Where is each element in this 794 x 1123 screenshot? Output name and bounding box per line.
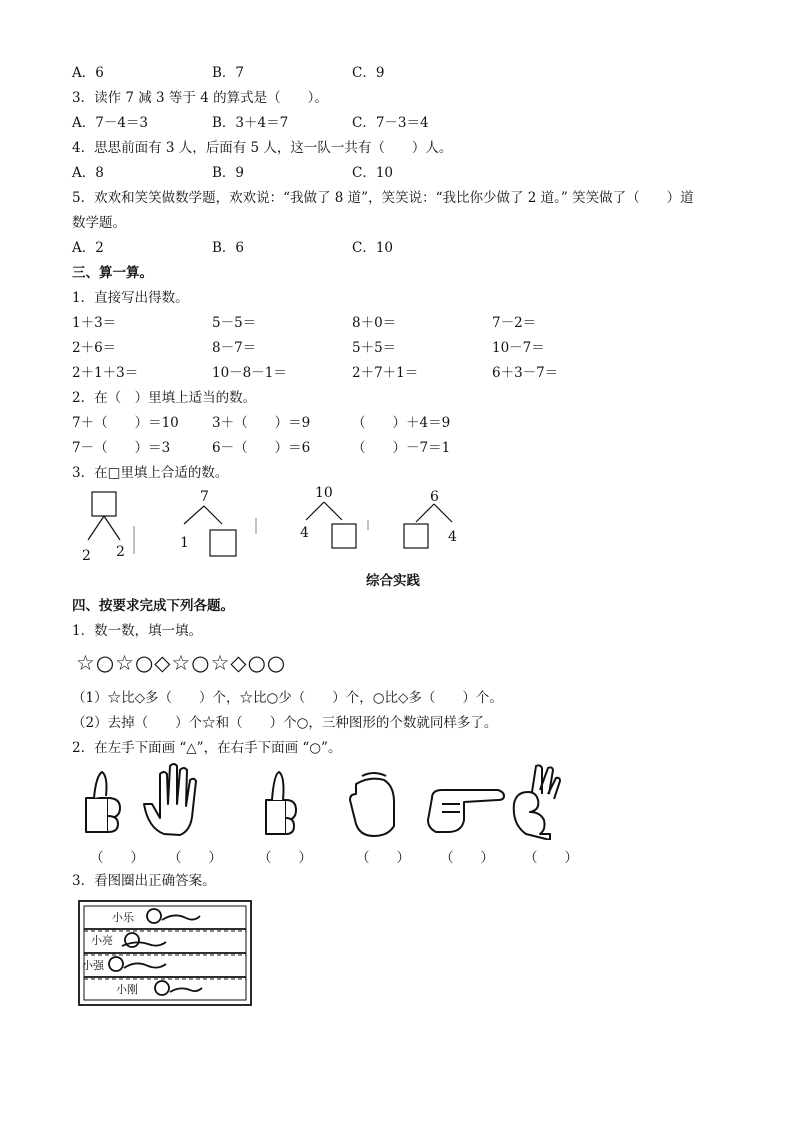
answer-bracket: （ ） <box>440 850 494 866</box>
ok-hand-icon <box>514 765 560 840</box>
swimming-race-figure <box>76 898 256 1010</box>
sec4-part2-prompt: 2．在左手下面画 “△”，在右手下面画 “○”。 <box>72 740 342 756</box>
thumbs-up-hand-icon <box>266 772 296 834</box>
tree4-right-number: 4 <box>448 529 457 545</box>
answer-bracket: （ ） <box>258 850 312 866</box>
sec3-part1-prompt: 1．直接写出得数。 <box>72 290 189 306</box>
q4-option-a: A．8 <box>72 165 104 181</box>
open-hand-icon <box>144 764 196 835</box>
q2-option-a: A．6 <box>72 65 104 81</box>
answer-box <box>92 492 116 516</box>
tree1-left-number: 2 <box>82 548 91 564</box>
calc-item: 5－5＝ <box>212 315 257 331</box>
swimmer-icon <box>109 957 166 971</box>
q4-option-b: B．9 <box>212 165 245 181</box>
answer-box <box>210 530 236 556</box>
calc-item: 10－7＝ <box>492 340 545 356</box>
section-4-title: 四、按要求完成下列各题。 <box>72 598 234 614</box>
calc-item: 7－2＝ <box>492 315 537 331</box>
answer-box <box>404 524 428 548</box>
answer-bracket: （ ） <box>168 850 222 866</box>
q5-option-b: B．6 <box>212 240 245 256</box>
answer-box <box>332 524 356 548</box>
calc-item: 8＋0＝ <box>352 315 397 331</box>
q3-option-b: B．3＋4＝7 <box>212 115 289 131</box>
q4-stem: 4．思思前面有 3 人，后面有 5 人，这一队一共有（ ）人。 <box>72 140 453 156</box>
q5-option-a: A．2 <box>72 240 104 256</box>
q3-option-a: A．7－4＝3 <box>72 115 149 131</box>
fill-item: 7－（ ）＝3 <box>72 440 171 456</box>
tree3-left-number: 4 <box>300 525 309 541</box>
calc-item: 2＋6＝ <box>72 340 117 356</box>
calc-item: 5＋5＝ <box>352 340 397 356</box>
fill-item: （ ）＋4＝9 <box>352 415 451 431</box>
tree2-left-number: 1 <box>180 535 189 551</box>
shape-sequence: ☆○☆○◇☆○☆◇○○ <box>76 651 287 675</box>
swimmer-name: 小强 <box>82 959 104 972</box>
calc-item: 6＋3－7＝ <box>492 365 559 381</box>
q5-stem-line1: 5．欢欢和笑笑做数学题，欢欢说：“我做了 8 道”，笑笑说：“我比你少做了 2 道。” 笑笑做了（ ）道 <box>72 190 694 206</box>
sec3-part3-prompt: 3．在□里填上合适的数。 <box>72 465 229 481</box>
q2-option-b: B．7 <box>212 65 245 81</box>
swimmer-icon <box>155 981 202 995</box>
tree4-top-number: 6 <box>430 489 439 505</box>
swimmer-name: 小亮 <box>91 934 113 947</box>
fill-item: 7＋（ ）＝10 <box>72 415 179 431</box>
section-3-title: 三、算一算。 <box>72 265 153 281</box>
hands-figure <box>76 762 566 840</box>
calc-item: 2＋1＋3＝ <box>72 365 139 381</box>
tree3-top-number: 10 <box>315 485 333 501</box>
calc-item: 10－8－1＝ <box>212 365 287 381</box>
shape-question-2: （2）去掉（ ）个☆和（ ）个○，三种图形的个数就同样多了。 <box>72 715 498 731</box>
fill-item: 6－（ ）＝6 <box>212 440 311 456</box>
answer-bracket: （ ） <box>90 850 144 866</box>
tree2-top-number: 7 <box>200 489 209 505</box>
q2-option-c: C．9 <box>352 65 385 81</box>
swimmer-icon <box>122 933 166 947</box>
calc-item: 8－7＝ <box>212 340 257 356</box>
q3-stem: 3．读作 7 减 3 等于 4 的算式是（ ）。 <box>72 90 328 106</box>
calc-item: 2＋7＋1＝ <box>352 365 419 381</box>
answer-bracket: （ ） <box>356 850 410 866</box>
sec4-part1-prompt: 1．数一数，填一填。 <box>72 623 203 639</box>
thumbs-up-hand-icon <box>86 772 120 832</box>
sec3-part2-prompt: 2．在（ ）里填上适当的数。 <box>72 390 257 406</box>
shape-question-1: （1）☆比◇多（ ）个，☆比○少（ ）个，○比◇多（ ）个。 <box>72 690 503 706</box>
number-trees-figure <box>72 484 482 570</box>
q5-option-c: C．10 <box>352 240 394 256</box>
swimmer-name: 小乐 <box>112 911 134 924</box>
swimmer-name: 小刚 <box>116 983 138 996</box>
q4-option-c: C．10 <box>352 165 394 181</box>
tree1-right-number: 2 <box>116 544 125 560</box>
swimmer-icon <box>147 909 200 923</box>
q5-stem-line2: 数学题。 <box>72 215 126 231</box>
answer-bracket: （ ） <box>524 850 578 866</box>
practice-heading: 综合实践 <box>366 573 420 589</box>
q3-option-c: C．7－3＝4 <box>352 115 429 131</box>
sec4-part3-prompt: 3．看图圈出正确答案。 <box>72 873 216 889</box>
palm-hand-icon <box>350 773 394 836</box>
fill-item: 3＋（ ）＝9 <box>212 415 311 431</box>
pointing-hand-icon <box>428 790 504 832</box>
calc-item: 1＋3＝ <box>72 315 117 331</box>
fill-item: （ ）－7＝1 <box>352 440 451 456</box>
